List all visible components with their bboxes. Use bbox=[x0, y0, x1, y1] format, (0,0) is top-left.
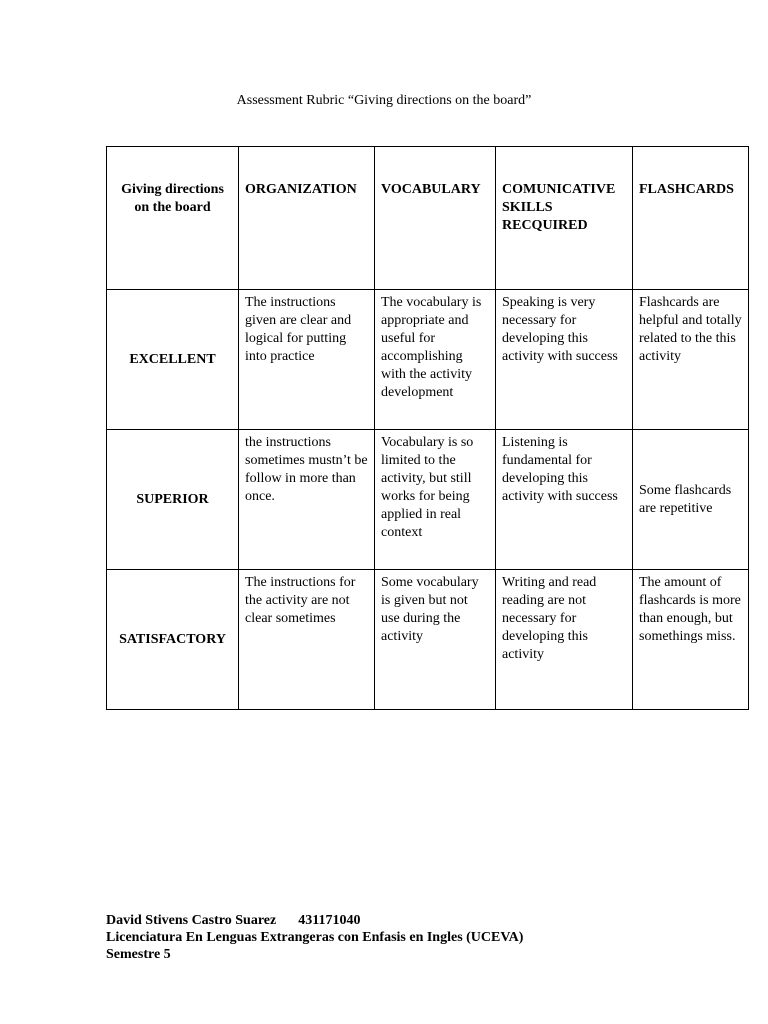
corner-header: Giving directions on the board bbox=[107, 147, 239, 290]
author-name: David Stivens Castro Suarez bbox=[106, 913, 277, 928]
table-cell: Flashcards are helpful and totally related to the this activity bbox=[633, 290, 749, 430]
row-header-satisfactory: SATISFACTORY bbox=[107, 570, 239, 710]
program-name: Licenciatura En Lenguas Extrangeras con Enfasis en Ingles (UCEVA) bbox=[106, 930, 524, 945]
row-header-superior: SUPERIOR bbox=[107, 430, 239, 570]
column-header-vocabulary: VOCABULARY bbox=[375, 147, 496, 290]
table-cell: The instructions given are clear and logical for putting into practice bbox=[239, 290, 375, 430]
table-cell: Speaking is very necessary for developing this activity with success bbox=[496, 290, 633, 430]
table-row bbox=[107, 430, 749, 570]
table-cell: The amount of flashcards is more than enough, but somethings miss. bbox=[633, 570, 749, 710]
table-cell: Some vocabulary is given but not use during the activity bbox=[375, 570, 496, 710]
column-header-communicative-skills: COMUNICATIVE SKILLS RECQUIRED bbox=[496, 147, 633, 290]
table-cell: Some flashcards are repetitive bbox=[633, 430, 749, 570]
table-cell: the instructions sometimes mustn’t be follow in more than once. bbox=[239, 430, 375, 570]
table-cell: The instructions for the activity are not clear sometimes bbox=[239, 570, 375, 710]
document-footer bbox=[106, 912, 523, 963]
table-row bbox=[107, 290, 749, 430]
semester-label: Semestre 5 bbox=[106, 947, 171, 962]
table-cell: Listening is fundamental for developing this activity with success bbox=[496, 430, 633, 570]
column-header-flashcards: FLASHCARDS bbox=[633, 147, 749, 290]
column-header-organization: ORGANIZATION bbox=[239, 147, 375, 290]
table-cell: Vocabulary is so limited to the activity, but still works for being applied in real context bbox=[375, 430, 496, 570]
rubric-table bbox=[106, 146, 749, 710]
document-title: Assessment Rubric “Giving directions on the board” bbox=[236, 93, 532, 108]
author-line bbox=[106, 912, 523, 929]
table-cell: Writing and read reading are not necessary for developing this activity bbox=[496, 570, 633, 710]
table-header-row bbox=[107, 147, 749, 290]
student-id: 431171040 bbox=[298, 913, 361, 928]
row-header-excellent: EXCELLENT bbox=[107, 290, 239, 430]
table-row bbox=[107, 570, 749, 710]
table-cell: The vocabulary is appropriate and useful for accomplishing with the activity development bbox=[375, 290, 496, 430]
